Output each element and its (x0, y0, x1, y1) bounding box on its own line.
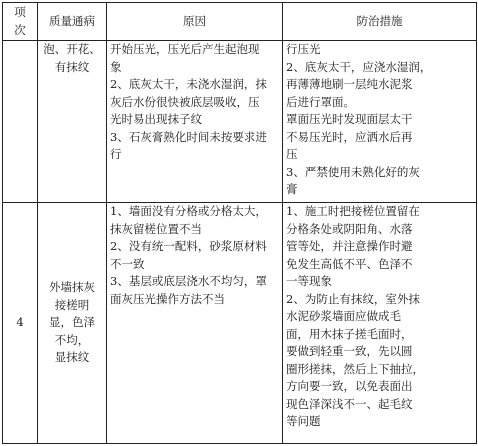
measure-cell: 行压光 2、底灰太干，应浇水湿润， 再薄薄地刷一层纯水泥浆 后进行罩面。 罩面压光时发现面层太干 不易压光时，应洒水后再 压 3、严禁使用未熟化好的灰 膏 (283, 41, 477, 203)
header-prevention-measure: 防治措施 (283, 3, 477, 41)
quality-issue-cell: 泡、开花、 有抹纹 (38, 41, 107, 203)
row-number (3, 41, 38, 203)
measure-cell: 1、施工时把接槎位置留在 分格条处或阴阳角、水落 管等处，并注意操作时避 免发生高低不平、色泽不 一等现象 2、为防止有抹纹，室外抹 水泥砂浆墙面应做成毛 面，用木抹子搓毛面时， 要做到轻重一致，先以圆 圈形搓抹，然后上下抽拉， 方向要一致，以免表面出 现色泽深浅不一、起毛纹 等问题 (283, 203, 477, 444)
table-row (3, 41, 477, 203)
quality-issue-cell: 外墙抹灰 接槎明 显，色泽 不均， 显抹纹 (38, 203, 107, 444)
cause-cell: 开始压光，压光后产生起泡现 象 2、底灰太干，未浇水湿润，抹 灰后水份很快被底层吸收，压 光时易出现抹子纹 3、石灰膏熟化时间未按要求进 行 (107, 41, 283, 203)
table-row (3, 203, 477, 444)
table-header-row (3, 3, 477, 41)
header-cause: 原因 (107, 3, 283, 41)
header-item-no: 项 次 (3, 3, 38, 41)
row-number: 4 (3, 203, 38, 444)
header-quality-issue: 质量通病 (38, 3, 107, 41)
quality-defects-table (2, 2, 477, 444)
cause-cell: 1、墙面没有分格或分格太大， 抹灰留槎位置不当 2、没有统一配料，砂浆原材料 不一致 3、基层或底层浇水不均匀，罩 面灰压光操作方法不当 (107, 203, 283, 444)
